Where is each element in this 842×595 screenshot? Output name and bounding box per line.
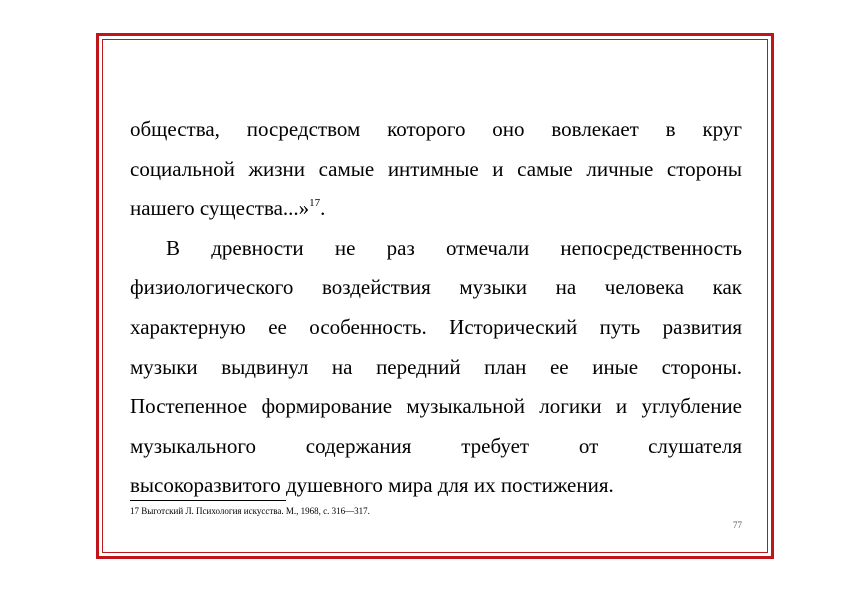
text-line: социальной жизни самые интимные и самые личные стороны	[130, 156, 742, 181]
text-line-content: нашего существа...»	[130, 196, 310, 221]
text-line: музыки выдвинул на передний план ее иные стороны.	[130, 354, 742, 379]
text-line: физиологического воздействия музыки на человека как	[130, 275, 742, 300]
paragraph-2	[130, 229, 742, 506]
footnote-separator	[130, 500, 286, 501]
text-line: Постепенное формирование музыкальной логики и углубление	[130, 394, 742, 419]
paragraph-1	[130, 110, 742, 229]
footnote-reference: 17	[309, 197, 321, 210]
text-line: В древности не раз отмечали непосредственность	[166, 235, 742, 260]
document-body	[130, 110, 742, 506]
text-line: музыкального содержания требует от слушателя	[130, 433, 742, 458]
text-line: характерную ее особенность. Исторический путь развития	[130, 314, 742, 339]
page-number: 77	[733, 520, 742, 530]
text-line	[130, 189, 742, 229]
sentence-end: .	[320, 196, 326, 221]
text-line: общества, посредством которого оно вовлекает в круг	[130, 117, 742, 141]
text-line: высокоразвитого душевного мира для их постижения.	[130, 473, 614, 498]
footnote: 17 Выготский Л. Психология искусства. М., 1968, с. 316—317.	[130, 506, 370, 516]
